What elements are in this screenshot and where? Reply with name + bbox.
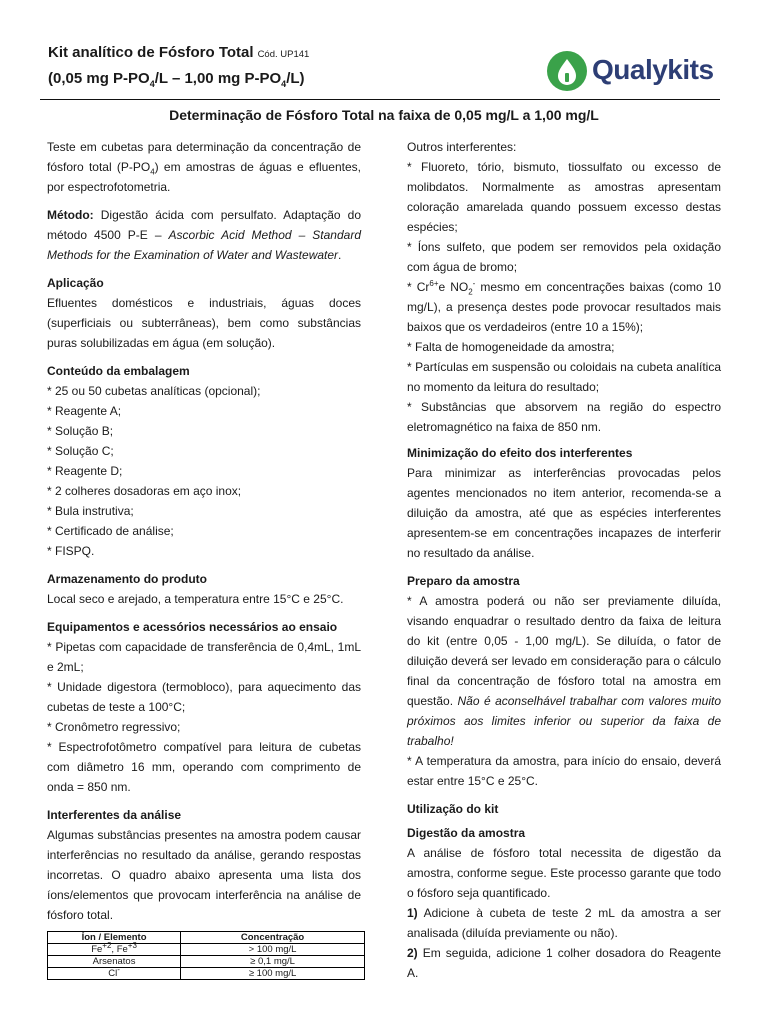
table-cell: > 100 mg/L bbox=[181, 944, 365, 956]
list-item: * Bula instrutiva; bbox=[47, 504, 134, 518]
charge-sup: +3 bbox=[127, 940, 137, 950]
list-item: * Cronômetro regressivo; bbox=[47, 720, 181, 734]
kit-usage-heading: Utilização do kit bbox=[407, 802, 499, 816]
main-title: Determinação de Fósforo Total na faixa de 0,05 mg/L a 1,00 mg/L bbox=[169, 107, 599, 123]
charge-sup: 6+ bbox=[429, 279, 439, 288]
contents-list bbox=[47, 381, 361, 561]
no2-ion: e NO bbox=[438, 280, 469, 294]
intro-sub: 4 bbox=[150, 167, 155, 177]
table-cell: Arsenatos bbox=[48, 956, 181, 968]
charge-sup: - bbox=[117, 964, 120, 974]
method-text-b: . bbox=[338, 248, 342, 262]
prep-text: * A amostra poderá ou não ser previamente diluída, visando enquadrar o resultado dentro da faixa de leitura do kit (entre 0,05 - 1,00 mg/L). Se diluída, o fator de diluição deverá ser levado em consideração para o cálculo final da concentração de fósforo total na amostra em questão. bbox=[407, 594, 721, 708]
method-paragraph bbox=[47, 205, 361, 265]
charge-sup: +2 bbox=[102, 940, 112, 950]
list-item: * Fluoreto, tório, bismuto, tiossulfato ou excesso de molibdatos. Normalmente as amostras apresentam coloração amarelada quando possuem excesso destas espécies; bbox=[407, 160, 721, 234]
method-reference: Ascorbic Acid Method – Standard Methods for the Examination of Water and Wastewater bbox=[47, 228, 362, 262]
kit-title bbox=[48, 44, 309, 61]
brand-name: Qualykits bbox=[592, 54, 714, 85]
range-part-c: /L) bbox=[286, 70, 305, 87]
drop-logo-icon bbox=[546, 50, 588, 92]
product-code: Cód. UP141 bbox=[257, 49, 310, 60]
table-row bbox=[48, 956, 365, 968]
intro-paragraph bbox=[47, 137, 361, 197]
range-part-b: /L – 1,00 mg P-PO bbox=[154, 70, 282, 87]
step-number: 2) bbox=[407, 946, 418, 960]
minimization-heading: Minimização do efeito dos interferentes bbox=[407, 446, 633, 460]
interferents-text: Algumas substâncias presentes na amostra podem causar interferências no resultado da análise, gerando respostas incorretas. O quadro abaixo apresenta uma lista dos íons/elementos que provocam interferência na análise de fósforo total. bbox=[47, 828, 361, 922]
list-item: * Reagente A; bbox=[47, 404, 122, 418]
other-interferents-heading: Outros interferentes: bbox=[407, 140, 517, 154]
interferents-heading: Interferentes da análise bbox=[47, 808, 182, 822]
table-cell bbox=[48, 964, 181, 980]
kit-range bbox=[48, 70, 305, 89]
ion-cl: Cl bbox=[108, 968, 118, 979]
list-item: * Solução B; bbox=[47, 424, 114, 438]
digestion-text: A análise de fósforo total necessita de digestão da amostra, conforme segue. Este processo garante que todo o fósforo seja quantificado. bbox=[407, 846, 721, 900]
table-cell: ≥ 100 mg/L bbox=[181, 968, 365, 980]
list-item: * Certificado de análise; bbox=[47, 524, 174, 538]
step-1 bbox=[407, 903, 721, 943]
list-item: * 2 colheres dosadoras em aço inox; bbox=[47, 484, 242, 498]
table-row bbox=[48, 968, 365, 980]
header-divider bbox=[40, 99, 720, 100]
storage-text: Local seco e arejado, a temperatura entre 15°C e 25°C. bbox=[47, 592, 344, 606]
right-column bbox=[407, 137, 721, 983]
list-item: * Espectrofotômetro compatível para leitura de cubetas com diâmetro 16 mm, operando com comprimento de onda = 850 nm. bbox=[47, 740, 361, 794]
list-item: * Reagente D; bbox=[47, 464, 123, 478]
list-item: * Falta de homogeneidade da amostra; bbox=[407, 340, 615, 354]
list-item: * Partículas em suspensão ou coloidais na cubeta analítica no momento da leitura do resultado; bbox=[407, 360, 721, 394]
list-item: * Solução C; bbox=[47, 444, 114, 458]
list-item: * Substâncias que absorvem na região do espectro eletromagnético na faixa de 850 nm. bbox=[407, 400, 721, 434]
range-sub-1: 4 bbox=[149, 79, 155, 89]
intro-text-a: Teste em cubetas para determinação da concentração de fósforo total (P-PO bbox=[47, 140, 361, 174]
digestion-heading: Digestão da amostra bbox=[407, 826, 526, 840]
other-3-text: mesmo em concentrações baixas (como 10 mg/L), a presença destes pode provocar resultados mais baixos que os verdadeiros (entre 10 a 15%); bbox=[407, 280, 721, 334]
table-cell: ≥ 0,1 mg/L bbox=[181, 956, 365, 968]
list-item: * A temperatura da amostra, para início do ensaio, deverá estar entre 15°C e 25°C. bbox=[407, 754, 721, 788]
list-item: * Pipetas com capacidade de transferência de 0,4mL, 1mL e 2mL; bbox=[47, 640, 361, 674]
table-header-row bbox=[48, 932, 365, 944]
range-part-a: (0,05 mg P-PO bbox=[48, 70, 150, 87]
method-label: Método: bbox=[47, 208, 94, 222]
table-cell bbox=[48, 940, 181, 956]
equipment-heading: Equipamentos e acessórios necessários ao ensaio bbox=[47, 620, 338, 634]
contents-heading: Conteúdo da embalagem bbox=[47, 364, 190, 378]
step-2 bbox=[407, 943, 721, 983]
application-heading: Aplicação bbox=[47, 276, 104, 290]
kit-title-text: Kit analítico de Fósforo Total bbox=[48, 44, 254, 61]
list-item: * 25 ou 50 cubetas analíticas (opcional); bbox=[47, 384, 261, 398]
storage-heading: Armazenamento do produto bbox=[47, 572, 208, 586]
step-text: Adicione à cubeta de teste 2 mL da amostra a ser analisada (diluída previamente ou não). bbox=[407, 906, 721, 940]
preparation-heading: Preparo da amostra bbox=[407, 574, 520, 588]
prep-warning: Não é aconselhável trabalhar com valores muito próximos aos limites inferior ou superior da faixa de trabalho! bbox=[407, 694, 721, 748]
list-item: * Unidade digestora (termobloco), para aquecimento das cubetas de teste a 100°C; bbox=[47, 680, 361, 714]
list-item bbox=[407, 591, 721, 751]
range-sub-2: 4 bbox=[281, 79, 287, 89]
cr-ion: * Cr bbox=[407, 280, 430, 294]
list-item: * Íons sulfeto, que podem ser removidos pela oxidação com água de bromo; bbox=[407, 240, 721, 274]
step-number: 1) bbox=[407, 906, 418, 920]
table-header: Concentração bbox=[181, 932, 365, 944]
formula-sub: 2 bbox=[468, 287, 473, 297]
list-item bbox=[407, 277, 721, 337]
list-item: * FISPQ. bbox=[47, 544, 95, 558]
method-text-a: Digestão ácida com persulfato. Adaptação do método 4500 P-E – bbox=[47, 208, 361, 242]
ion-fe: Fe bbox=[91, 944, 103, 955]
interferents-table bbox=[47, 931, 365, 980]
intro-text-b: ) em amostras de águas e efluentes, por espectrofotometria. bbox=[47, 160, 361, 194]
table-row bbox=[48, 944, 365, 956]
minimization-text: Para minimizar as interferências provocadas pelos agentes mencionados no item anterior, recomenda-se a diluição da amostra, até que as espécies interferentes apresentem-se em concentrações incapazes de interferir no resultado da análise. bbox=[407, 466, 721, 560]
step-text: Em seguida, adicione 1 colher dosadora do Reagente A. bbox=[407, 946, 721, 980]
ion-fe-b: , Fe bbox=[111, 944, 128, 955]
left-column bbox=[47, 137, 361, 980]
charge-sup: - bbox=[472, 279, 476, 288]
table-header: Íon / Elemento bbox=[48, 932, 181, 944]
application-text: Efluentes domésticos e industriais, águas doces (superficiais ou subterrâneas), bem como substâncias puras solubilizadas em água (em solução). bbox=[47, 296, 361, 350]
